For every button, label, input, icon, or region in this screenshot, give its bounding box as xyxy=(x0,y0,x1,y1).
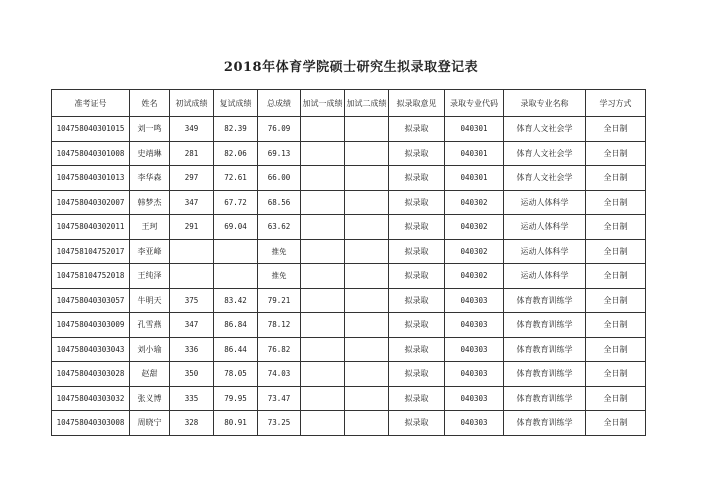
cell-prelim-score: 328 xyxy=(170,411,214,436)
cell-major-name: 体育人文社会学 xyxy=(504,141,586,166)
cell-prelim-score: 347 xyxy=(170,313,214,338)
cell-opinion: 拟录取 xyxy=(389,411,445,436)
cell-major-name: 体育教育训练学 xyxy=(504,288,586,313)
cell-prelim-score: 297 xyxy=(170,166,214,191)
cell-major-code: 040303 xyxy=(445,313,504,338)
cell-extra-two xyxy=(345,166,389,191)
cell-prelim-score: 291 xyxy=(170,215,214,240)
cell-opinion: 拟录取 xyxy=(389,117,445,142)
cell-extra-one xyxy=(301,411,345,436)
cell-name: 赵甜 xyxy=(130,362,170,387)
cell-retest-score: 83.42 xyxy=(214,288,258,313)
cell-study-mode: 全日制 xyxy=(586,362,646,387)
cell-major-code: 040301 xyxy=(445,117,504,142)
cell-name: 刘小瑜 xyxy=(130,337,170,362)
cell-extra-one xyxy=(301,386,345,411)
cell-major-code: 040303 xyxy=(445,337,504,362)
cell-major-code: 040303 xyxy=(445,386,504,411)
cell-prelim-score: 350 xyxy=(170,362,214,387)
cell-extra-one xyxy=(301,141,345,166)
cell-exam-id: 104758104752018 xyxy=(52,264,130,289)
table-row xyxy=(52,264,646,289)
cell-total-score: 63.62 xyxy=(258,215,301,240)
cell-extra-one xyxy=(301,190,345,215)
table-row xyxy=(52,386,646,411)
cell-extra-one xyxy=(301,288,345,313)
cell-total-score: 73.47 xyxy=(258,386,301,411)
cell-extra-two xyxy=(345,190,389,215)
cell-extra-one xyxy=(301,264,345,289)
cell-major-code: 040302 xyxy=(445,239,504,264)
cell-major-code: 040303 xyxy=(445,288,504,313)
cell-opinion: 拟录取 xyxy=(389,190,445,215)
cell-retest-score: 86.84 xyxy=(214,313,258,338)
header-exam-id: 准考证号 xyxy=(52,90,130,117)
cell-name: 周晓宁 xyxy=(130,411,170,436)
cell-major-code: 040302 xyxy=(445,190,504,215)
cell-exam-id: 104758040303028 xyxy=(52,362,130,387)
table-row xyxy=(52,239,646,264)
cell-study-mode: 全日制 xyxy=(586,141,646,166)
cell-prelim-score: 349 xyxy=(170,117,214,142)
cell-opinion: 拟录取 xyxy=(389,215,445,240)
table-body xyxy=(52,117,646,436)
cell-total-score: 76.82 xyxy=(258,337,301,362)
cell-total-score: 69.13 xyxy=(258,141,301,166)
header-row xyxy=(52,90,646,117)
cell-extra-two xyxy=(345,264,389,289)
cell-retest-score: 82.39 xyxy=(214,117,258,142)
cell-name: 张义博 xyxy=(130,386,170,411)
cell-study-mode: 全日制 xyxy=(586,117,646,142)
cell-extra-two xyxy=(345,362,389,387)
cell-retest-score xyxy=(214,264,258,289)
cell-extra-two xyxy=(345,239,389,264)
cell-major-name: 运动人体科学 xyxy=(504,239,586,264)
cell-name: 王珂 xyxy=(130,215,170,240)
cell-exam-id: 104758040303009 xyxy=(52,313,130,338)
header-total-score: 总成绩 xyxy=(258,90,301,117)
header-name: 姓名 xyxy=(130,90,170,117)
cell-exam-id: 104758040301008 xyxy=(52,141,130,166)
table-row xyxy=(52,117,646,142)
cell-major-code: 040301 xyxy=(445,166,504,191)
cell-name: 牛明天 xyxy=(130,288,170,313)
cell-prelim-score xyxy=(170,264,214,289)
header-extra-two: 加试二成绩 xyxy=(345,90,389,117)
cell-prelim-score: 281 xyxy=(170,141,214,166)
cell-name: 王纯泽 xyxy=(130,264,170,289)
cell-extra-one xyxy=(301,337,345,362)
cell-opinion: 拟录取 xyxy=(389,313,445,338)
cell-major-name: 体育教育训练学 xyxy=(504,313,586,338)
cell-study-mode: 全日制 xyxy=(586,264,646,289)
cell-exam-id: 104758104752017 xyxy=(52,239,130,264)
cell-retest-score: 80.91 xyxy=(214,411,258,436)
cell-opinion: 拟录取 xyxy=(389,166,445,191)
table-row xyxy=(52,313,646,338)
cell-opinion: 拟录取 xyxy=(389,264,445,289)
cell-exam-id: 104758040303032 xyxy=(52,386,130,411)
cell-major-code: 040302 xyxy=(445,215,504,240)
cell-name: 史靖琳 xyxy=(130,141,170,166)
cell-major-name: 体育人文社会学 xyxy=(504,117,586,142)
cell-name: 李亚峰 xyxy=(130,239,170,264)
cell-total-score: 68.56 xyxy=(258,190,301,215)
cell-name: 孔雪燕 xyxy=(130,313,170,338)
cell-exam-id: 104758040302011 xyxy=(52,215,130,240)
cell-opinion: 拟录取 xyxy=(389,337,445,362)
cell-major-name: 运动人体科学 xyxy=(504,264,586,289)
cell-exam-id: 104758040303057 xyxy=(52,288,130,313)
table-row xyxy=(52,411,646,436)
cell-major-name: 体育教育训练学 xyxy=(504,337,586,362)
cell-retest-score: 69.04 xyxy=(214,215,258,240)
cell-extra-one xyxy=(301,117,345,142)
cell-exam-id: 104758040303043 xyxy=(52,337,130,362)
cell-opinion: 拟录取 xyxy=(389,239,445,264)
cell-prelim-score: 375 xyxy=(170,288,214,313)
cell-total-score: 78.12 xyxy=(258,313,301,338)
table-row xyxy=(52,337,646,362)
table-row xyxy=(52,190,646,215)
cell-retest-score: 78.05 xyxy=(214,362,258,387)
header-prelim-score: 初试成绩 xyxy=(170,90,214,117)
header-opinion: 拟录取意见 xyxy=(389,90,445,117)
table-row xyxy=(52,141,646,166)
table-row xyxy=(52,288,646,313)
document-title: 2018年体育学院硕士研究生拟录取登记表 xyxy=(223,60,479,75)
cell-opinion: 拟录取 xyxy=(389,141,445,166)
cell-study-mode: 全日制 xyxy=(586,190,646,215)
cell-extra-one xyxy=(301,166,345,191)
cell-retest-score: 86.44 xyxy=(214,337,258,362)
cell-study-mode: 全日制 xyxy=(586,288,646,313)
cell-total-score: 推免 xyxy=(258,239,301,264)
cell-major-name: 体育教育训练学 xyxy=(504,362,586,387)
cell-retest-score xyxy=(214,239,258,264)
cell-total-score: 73.25 xyxy=(258,411,301,436)
cell-major-code: 040303 xyxy=(445,362,504,387)
header-major-name: 录取专业名称 xyxy=(504,90,586,117)
cell-extra-one xyxy=(301,215,345,240)
cell-study-mode: 全日制 xyxy=(586,386,646,411)
cell-retest-score: 67.72 xyxy=(214,190,258,215)
cell-opinion: 拟录取 xyxy=(389,362,445,387)
cell-major-code: 040301 xyxy=(445,141,504,166)
cell-prelim-score: 335 xyxy=(170,386,214,411)
cell-major-code: 040302 xyxy=(445,264,504,289)
cell-major-code: 040303 xyxy=(445,411,504,436)
cell-major-name: 体育教育训练学 xyxy=(504,386,586,411)
cell-total-score: 79.21 xyxy=(258,288,301,313)
cell-name: 李华森 xyxy=(130,166,170,191)
cell-total-score: 推免 xyxy=(258,264,301,289)
cell-extra-two xyxy=(345,215,389,240)
cell-study-mode: 全日制 xyxy=(586,239,646,264)
cell-study-mode: 全日制 xyxy=(586,337,646,362)
cell-exam-id: 104758040303008 xyxy=(52,411,130,436)
admission-table xyxy=(51,89,646,436)
cell-extra-one xyxy=(301,313,345,338)
cell-extra-two xyxy=(345,288,389,313)
cell-prelim-score: 347 xyxy=(170,190,214,215)
cell-retest-score: 72.61 xyxy=(214,166,258,191)
cell-prelim-score xyxy=(170,239,214,264)
table-row xyxy=(52,166,646,191)
cell-total-score: 76.09 xyxy=(258,117,301,142)
cell-study-mode: 全日制 xyxy=(586,411,646,436)
cell-extra-two xyxy=(345,141,389,166)
cell-retest-score: 82.06 xyxy=(214,141,258,166)
cell-prelim-score: 336 xyxy=(170,337,214,362)
cell-name: 韩梦杰 xyxy=(130,190,170,215)
cell-study-mode: 全日制 xyxy=(586,313,646,338)
table-row xyxy=(52,215,646,240)
cell-study-mode: 全日制 xyxy=(586,215,646,240)
cell-exam-id: 104758040301013 xyxy=(52,166,130,191)
cell-extra-two xyxy=(345,411,389,436)
cell-extra-two xyxy=(345,337,389,362)
cell-extra-two xyxy=(345,313,389,338)
cell-major-name: 体育教育训练学 xyxy=(504,411,586,436)
cell-retest-score: 79.95 xyxy=(214,386,258,411)
cell-extra-one xyxy=(301,362,345,387)
cell-total-score: 66.00 xyxy=(258,166,301,191)
cell-opinion: 拟录取 xyxy=(389,288,445,313)
cell-total-score: 74.03 xyxy=(258,362,301,387)
cell-opinion: 拟录取 xyxy=(389,386,445,411)
cell-exam-id: 104758040301015 xyxy=(52,117,130,142)
header-extra-one: 加试一成绩 xyxy=(301,90,345,117)
table-row xyxy=(52,362,646,387)
cell-exam-id: 104758040302007 xyxy=(52,190,130,215)
cell-major-name: 运动人体科学 xyxy=(504,215,586,240)
cell-extra-one xyxy=(301,239,345,264)
header-study-mode: 学习方式 xyxy=(586,90,646,117)
cell-name: 刘一鸣 xyxy=(130,117,170,142)
cell-major-name: 体育人文社会学 xyxy=(504,166,586,191)
header-major-code: 录取专业代码 xyxy=(445,90,504,117)
cell-extra-two xyxy=(345,117,389,142)
cell-study-mode: 全日制 xyxy=(586,166,646,191)
cell-extra-two xyxy=(345,386,389,411)
header-retest-score: 复试成绩 xyxy=(214,90,258,117)
cell-major-name: 运动人体科学 xyxy=(504,190,586,215)
